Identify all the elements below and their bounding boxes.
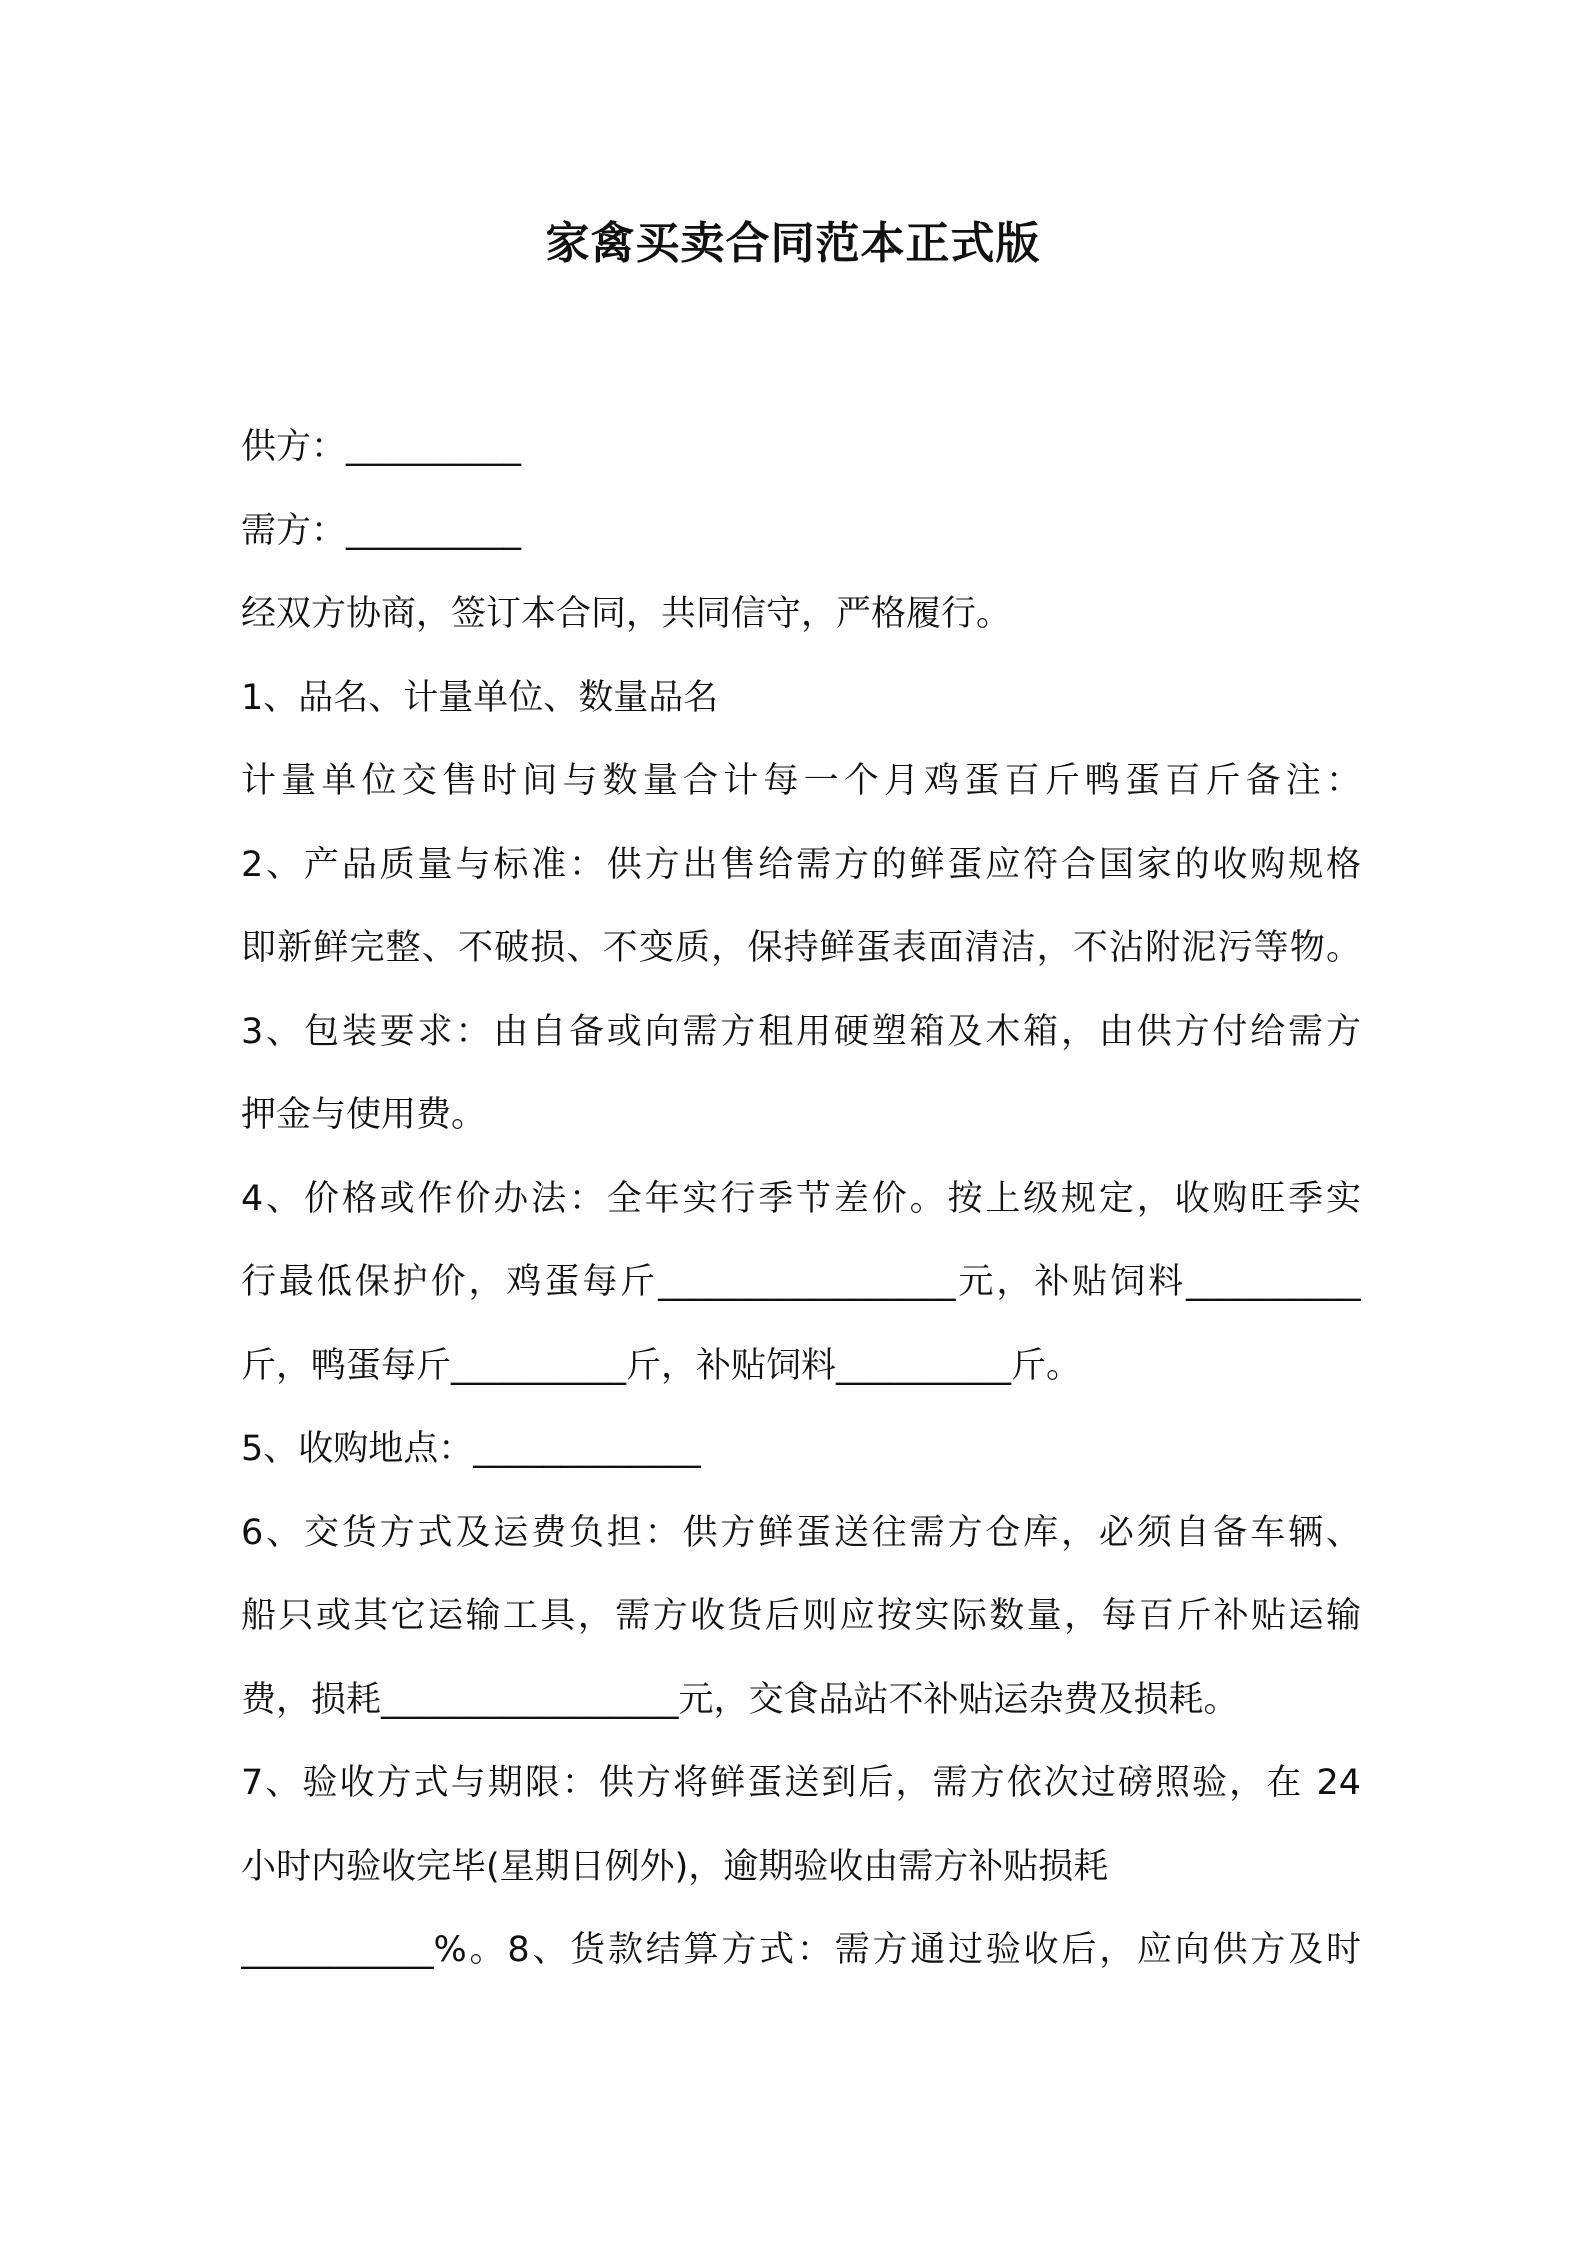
preamble-line: 经双方协商，签订本合同，共同信守，严格履行。 <box>241 594 1012 634</box>
clause-5-line: 5、收购地点：_____________ <box>241 1429 701 1469</box>
clause-1-heading: 1、品名、计量单位、数量品名 <box>241 677 719 718</box>
clause-6-line-1: 6、交货方式及运费负担：供方鲜蛋送往需方仓库，必须自备车辆、 <box>241 1512 1361 1553</box>
clause-3-line-2: 押金与使用费。 <box>241 1095 487 1135</box>
document-title: 家禽买卖合同范本正式版 <box>545 218 1041 269</box>
clause-6-line-2: 船只或其它运输工具，需方收货后则应按实际数量，每百斤补贴运输 <box>241 1596 1361 1636</box>
clause-2-line-2: 即新鲜完整、不破损、不变质，保持鲜蛋表面清洁，不沾附泥污等物。 <box>241 928 1361 968</box>
clause-4-line-1: 4、价格或作价办法：全年实行季节差价。按上级规定，收购旺季实 <box>241 1178 1361 1219</box>
document-body <box>241 406 1361 1993</box>
clause-2-line-1: 2、产品质量与标准：供方出售给需方的鲜蛋应符合国家的收购规格 <box>241 844 1361 885</box>
clause-3-line-1: 3、包装要求：由自备或向需方租用硬塑箱及木箱，由供方付给需方 <box>241 1011 1361 1052</box>
buyer-line: 需方：__________ <box>241 510 522 551</box>
clause-7-8-line: ___________%。8、货款结算方式：需方通过验收后，应向供方及时 <box>241 1930 1361 1970</box>
supplier-line: 供方：__________ <box>241 427 522 467</box>
clause-7-line-1: 7、验收方式与期限：供方将鲜蛋送到后，需方依次过磅照验，在 24 <box>241 1763 1361 1803</box>
clause-4-line-3: 斤，鸭蛋每斤__________斤，补贴饲料__________斤。 <box>241 1345 1082 1386</box>
clause-7-line-2: 小时内验收完毕(星期日例外)，逾期验收由需方补贴损耗 <box>241 1846 1109 1887</box>
clause-6-line-3: 费，损耗_________________元，交食品站不补贴运杂费及损耗。 <box>241 1679 1239 1720</box>
clause-1-detail: 计量单位交售时间与数量合计每一个月鸡蛋百斤鸭蛋百斤备注： <box>241 761 1361 801</box>
clause-4-line-2: 行最低保护价，鸡蛋每斤_________________元，补贴饲料__________ <box>241 1262 1361 1302</box>
